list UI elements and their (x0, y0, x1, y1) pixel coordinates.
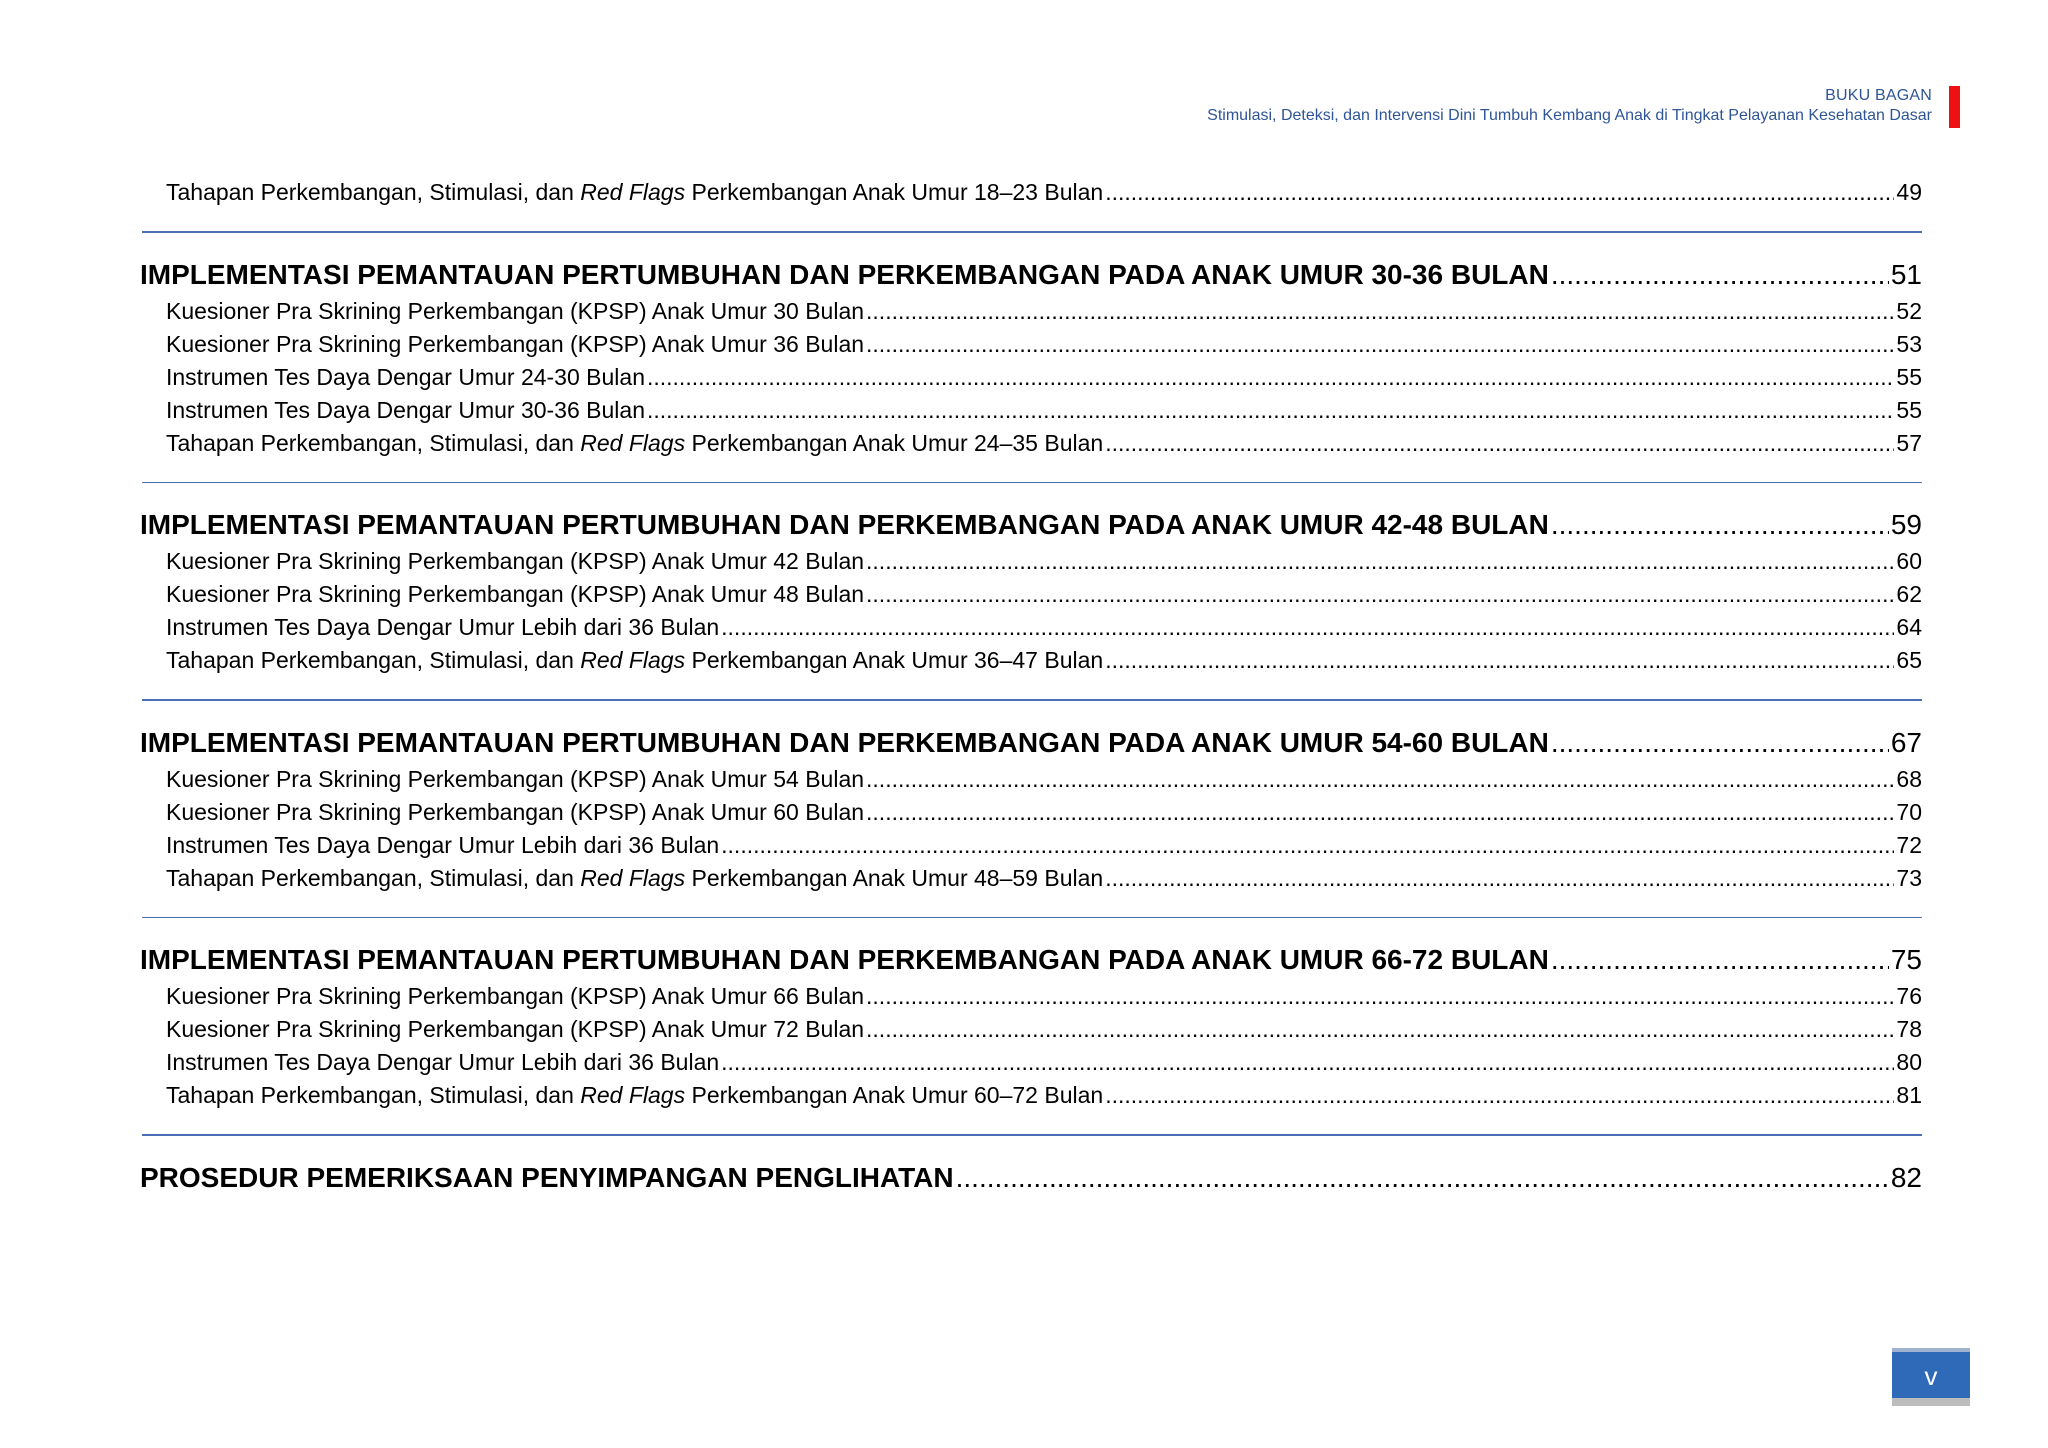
toc-entry-text: Tahapan Perkembangan, Stimulasi, dan Red Flags Perkembangan Anak Umur 48–59 Bulan (166, 864, 1104, 891)
toc-leader-dots (647, 394, 1894, 427)
toc-section-heading[interactable] (140, 940, 1922, 980)
toc-section-title: IMPLEMENTASI PEMANTAUAN PERTUMBUHAN DAN PERKEMBANGAN PADA ANAK UMUR 54-60 BULAN (140, 726, 1549, 758)
toc-entry[interactable] (140, 394, 1922, 427)
toc-leader-dots (1551, 505, 1889, 545)
toc-page-number: 65 (1896, 647, 1922, 673)
toc-section-heading[interactable] (140, 1158, 1922, 1198)
table-of-contents (140, 176, 1922, 1198)
toc-leader-dots (1551, 255, 1889, 295)
toc-page-number: 80 (1896, 1049, 1922, 1075)
page-number: v (1892, 1352, 1970, 1398)
section-divider (142, 231, 1922, 233)
toc-entry-text: Kuesioner Pra Skrining Perkembangan (KPSP) Anak Umur 54 Bulan (166, 765, 865, 792)
toc-leader-dots (866, 796, 1894, 829)
toc-section-heading[interactable] (140, 505, 1922, 545)
toc-leader-dots (866, 763, 1894, 796)
section-divider (142, 917, 1922, 919)
toc-leader-dots (1105, 176, 1894, 209)
toc-leader-dots (956, 1158, 1889, 1198)
toc-page-number: 67 (1890, 726, 1922, 758)
toc-entry-text: Tahapan Perkembangan, Stimulasi, dan Red Flags Perkembangan Anak Umur 18–23 Bulan (166, 179, 1104, 205)
toc-entry[interactable] (140, 1046, 1922, 1079)
toc-section-title: IMPLEMENTASI PEMANTAUAN PERTUMBUHAN DAN PERKEMBANGAN PADA ANAK UMUR 42-48 BULAN (140, 509, 1549, 540)
toc-page-number: 55 (1896, 396, 1922, 423)
page-number-box (1892, 1348, 1970, 1406)
toc-leader-dots (866, 328, 1894, 361)
toc-entry-text: Instrumen Tes Daya Dengar Umur Lebih dari 36 Bulan (166, 831, 720, 858)
toc-entry[interactable] (140, 763, 1922, 796)
toc-leader-dots (866, 545, 1894, 578)
section-divider (142, 1134, 1922, 1136)
section-divider (142, 699, 1922, 701)
toc-entry-text: Tahapan Perkembangan, Stimulasi, dan Red Flags Perkembangan Anak Umur 60–72 Bulan (166, 1082, 1104, 1108)
toc-leader-dots (1551, 940, 1889, 980)
toc-page-number: 82 (1890, 1161, 1922, 1193)
toc-section-title: PROSEDUR PEMERIKSAAN PENYIMPANGAN PENGLIHATAN (140, 1161, 954, 1193)
toc-leader-dots (1551, 723, 1889, 763)
toc-page-number: 49 (1896, 179, 1922, 205)
toc-entry[interactable] (140, 295, 1922, 328)
toc-page-number: 70 (1896, 798, 1922, 825)
toc-leader-dots (721, 829, 1894, 862)
toc-page-number: 62 (1896, 581, 1922, 607)
header-title: BUKU BAGAN (1825, 87, 1932, 104)
toc-page-number: 60 (1896, 548, 1922, 574)
toc-entry[interactable] (140, 361, 1922, 394)
toc-page-number: 72 (1896, 831, 1922, 858)
toc-entry[interactable] (140, 611, 1922, 644)
toc-leader-dots (721, 611, 1894, 644)
toc-entry[interactable] (140, 862, 1922, 895)
document-header (1207, 86, 1932, 126)
toc-page-number: 57 (1896, 429, 1922, 456)
toc-page-number: 59 (1890, 509, 1922, 540)
toc-entry[interactable] (140, 644, 1922, 677)
toc-leader-dots (1105, 1079, 1894, 1112)
section-divider (142, 482, 1922, 484)
toc-entry-text: Instrumen Tes Daya Dengar Umur Lebih dari 36 Bulan (166, 1049, 720, 1075)
toc-entry-text: Kuesioner Pra Skrining Perkembangan (KPSP) Anak Umur 66 Bulan (166, 983, 865, 1009)
toc-section-title: IMPLEMENTASI PEMANTAUAN PERTUMBUHAN DAN PERKEMBANGAN PADA ANAK UMUR 66-72 BULAN (140, 944, 1549, 975)
toc-leader-dots (647, 361, 1894, 394)
toc-entry[interactable] (140, 980, 1922, 1013)
toc-leader-dots (866, 295, 1894, 328)
toc-entry[interactable] (140, 427, 1922, 460)
toc-section-heading[interactable] (140, 723, 1922, 763)
toc-entry[interactable] (140, 796, 1922, 829)
toc-page-number: 55 (1896, 363, 1922, 390)
toc-leader-dots (866, 980, 1894, 1013)
toc-entry[interactable] (140, 578, 1922, 611)
toc-entry[interactable] (140, 1079, 1922, 1112)
toc-entry[interactable] (140, 328, 1922, 361)
toc-leader-dots (721, 1046, 1894, 1079)
toc-entry[interactable] (140, 545, 1922, 578)
toc-entry-text: Kuesioner Pra Skrining Perkembangan (KPSP) Anak Umur 42 Bulan (166, 548, 865, 574)
toc-leader-dots (1105, 862, 1894, 895)
toc-page-number: 51 (1890, 258, 1922, 290)
toc-leader-dots (866, 1013, 1894, 1046)
toc-section-title: IMPLEMENTASI PEMANTAUAN PERTUMBUHAN DAN PERKEMBANGAN PADA ANAK UMUR 30-36 BULAN (140, 258, 1549, 290)
toc-entry[interactable] (140, 176, 1922, 209)
toc-entry-text: Kuesioner Pra Skrining Perkembangan (KPSP) Anak Umur 30 Bulan (166, 297, 865, 324)
toc-entry-text: Instrumen Tes Daya Dengar Umur 24-30 Bulan (166, 363, 645, 390)
toc-entry-text: Tahapan Perkembangan, Stimulasi, dan Red Flags Perkembangan Anak Umur 36–47 Bulan (166, 647, 1104, 673)
toc-page-number: 73 (1896, 864, 1922, 891)
toc-page-number: 53 (1896, 330, 1922, 357)
toc-entry-text: Tahapan Perkembangan, Stimulasi, dan Red Flags Perkembangan Anak Umur 24–35 Bulan (166, 429, 1104, 456)
toc-entry-text: Kuesioner Pra Skrining Perkembangan (KPSP) Anak Umur 48 Bulan (166, 581, 865, 607)
toc-entry[interactable] (140, 829, 1922, 862)
toc-page-number: 78 (1896, 1016, 1922, 1042)
toc-leader-dots (1105, 427, 1894, 460)
toc-leader-dots (866, 578, 1894, 611)
toc-entry-text: Kuesioner Pra Skrining Perkembangan (KPSP) Anak Umur 72 Bulan (166, 1016, 865, 1042)
header-subtitle: Stimulasi, Deteksi, dan Intervensi Dini Tumbuh Kembang Anak di Tingkat Pelayanan Kesehatan Dasar (1207, 107, 1932, 124)
toc-page-number: 68 (1896, 765, 1922, 792)
toc-page-number: 64 (1896, 614, 1922, 640)
toc-entry-text: Instrumen Tes Daya Dengar Umur 30-36 Bulan (166, 396, 645, 423)
toc-entry-text: Kuesioner Pra Skrining Perkembangan (KPSP) Anak Umur 36 Bulan (166, 330, 865, 357)
toc-entry[interactable] (140, 1013, 1922, 1046)
toc-page-number: 52 (1896, 297, 1922, 324)
toc-section-heading[interactable] (140, 255, 1922, 295)
toc-entry-text: Kuesioner Pra Skrining Perkembangan (KPSP) Anak Umur 60 Bulan (166, 798, 865, 825)
toc-page-number: 75 (1890, 944, 1922, 975)
toc-page-number: 76 (1896, 983, 1922, 1009)
toc-page-number: 81 (1896, 1082, 1922, 1108)
toc-leader-dots (1105, 644, 1894, 677)
toc-entry-text: Instrumen Tes Daya Dengar Umur Lebih dari 36 Bulan (166, 614, 720, 640)
header-accent-bar (1949, 86, 1960, 128)
